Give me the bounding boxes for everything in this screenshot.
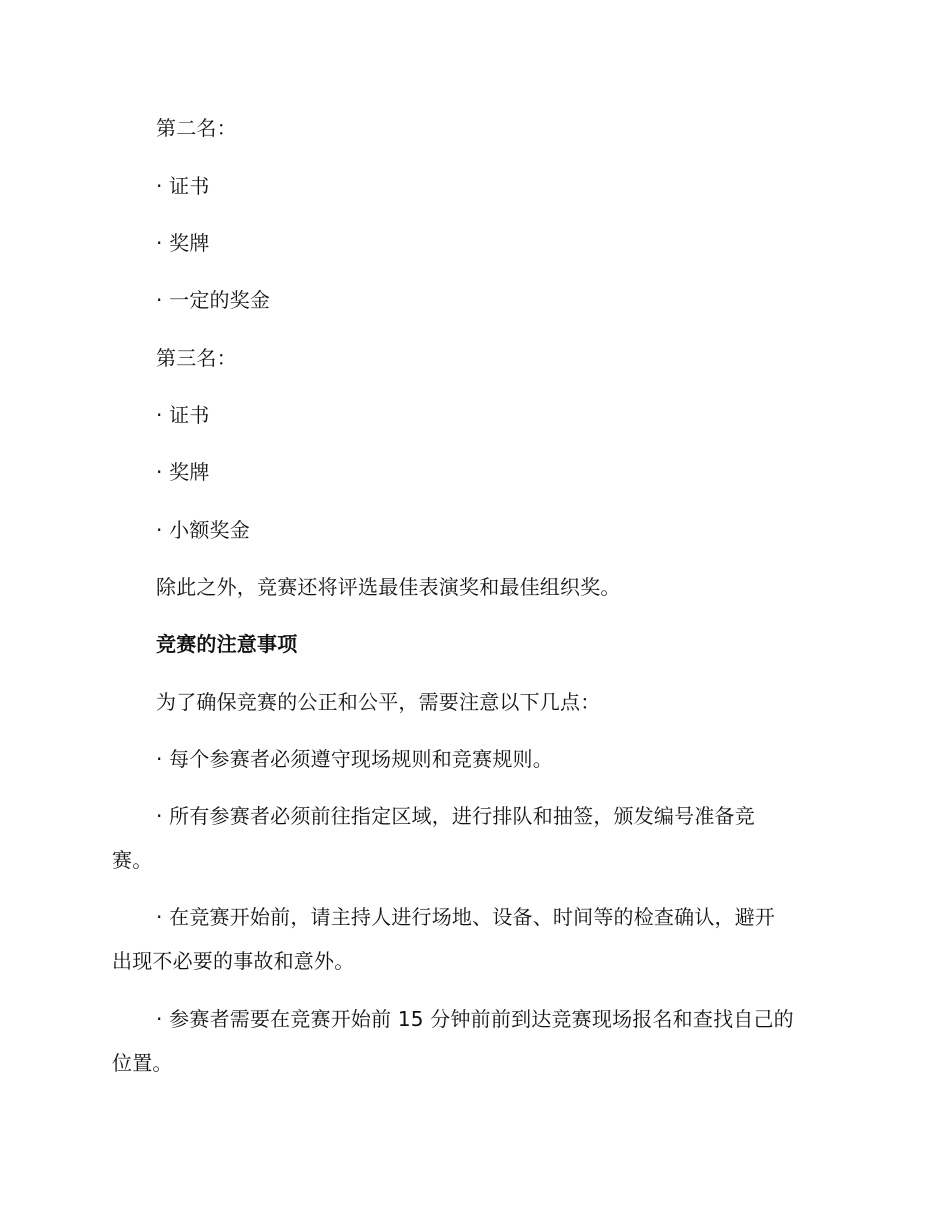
list-item: · 在竞赛开始前，请主持人进行场地、设备、时间等的检查确认，避开 bbox=[156, 905, 776, 929]
list-item: · 证书 bbox=[156, 174, 210, 198]
list-item: · 每个参赛者必须遵守现场规则和竞赛规则。 bbox=[156, 747, 553, 771]
list-item: · 参赛者需要在竞赛开始前 15 分钟前前到达竞赛现场报名和查找自己的 bbox=[156, 1007, 794, 1031]
list-item-continuation: 赛。 bbox=[112, 848, 153, 872]
list-item: · 所有参赛者必须前往指定区域，进行排队和抽签，颁发编号准备竞 bbox=[156, 804, 755, 828]
list-item-continuation: 位置。 bbox=[112, 1051, 173, 1075]
list-item: · 奖牌 bbox=[156, 460, 210, 484]
list-item-continuation: 出现不必要的事故和意外。 bbox=[112, 949, 355, 973]
list-item: · 奖牌 bbox=[156, 231, 210, 255]
second-place-label: 第二名： bbox=[156, 116, 237, 140]
list-item: · 证书 bbox=[156, 403, 210, 427]
paragraph: 除此之外，竞赛还将评选最佳表演奖和最佳组织奖。 bbox=[156, 575, 621, 599]
third-place-label: 第三名： bbox=[156, 346, 237, 370]
section-heading: 竞赛的注意事项 bbox=[156, 632, 298, 656]
list-item: · 小额奖金 bbox=[156, 518, 250, 542]
list-item: · 一定的奖金 bbox=[156, 288, 271, 312]
paragraph: 为了确保竞赛的公正和公平，需要注意以下几点： bbox=[156, 690, 601, 714]
